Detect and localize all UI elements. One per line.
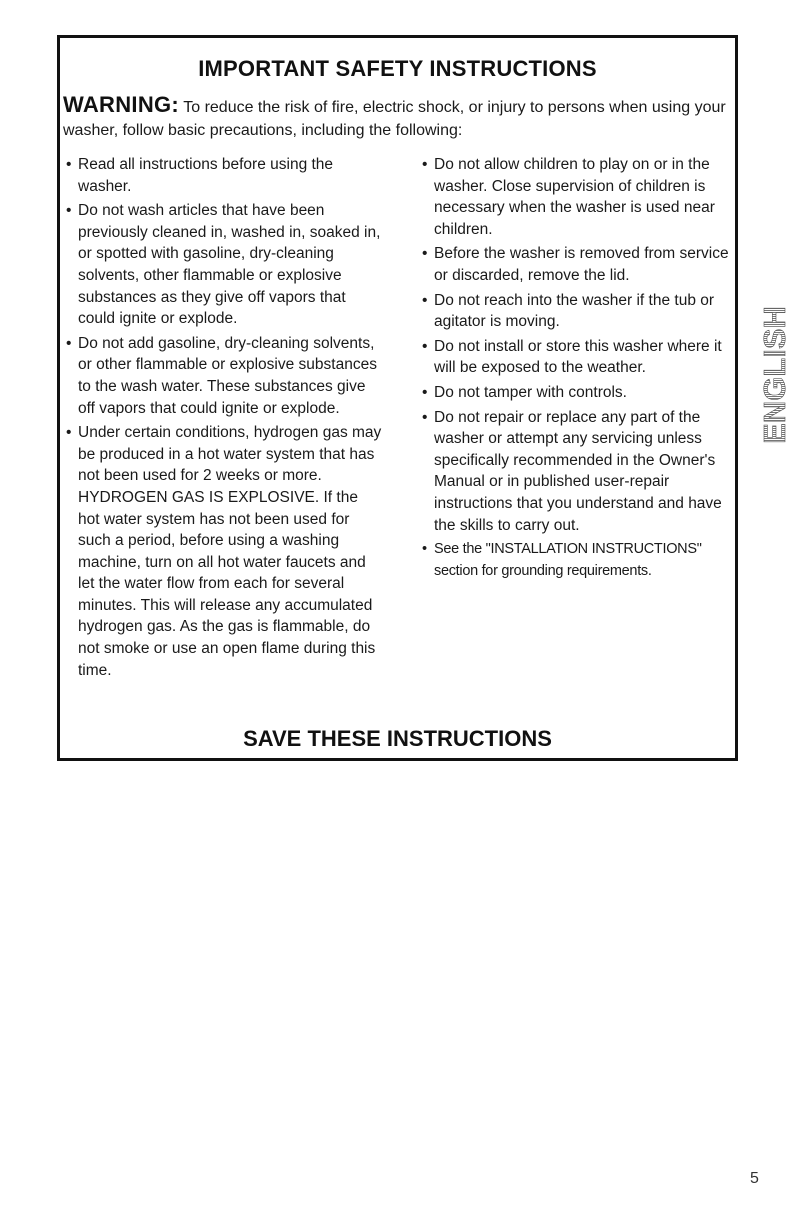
list-item: • Read all instructions before using the washer. — [63, 154, 383, 197]
list-item: • Do not wash articles that have been previously cleaned in, washed in, soaked in, or spotted with gasoline, dry-cleaning solvents, other flammable or explosive substances as they give off vapors that could ignite or explode. — [63, 200, 383, 330]
left-column — [63, 154, 383, 684]
page-number: 5 — [750, 1170, 759, 1187]
list-item: • See the "INSTALLATION INSTRUCTIONS" section for grounding requirements. — [419, 539, 741, 582]
list-item: • Before the washer is removed from service or discarded, remove the lid. — [419, 243, 741, 286]
page-title: IMPORTANT SAFETY INSTRUCTIONS — [198, 56, 597, 81]
warning-text: To reduce the risk of fire, electric shock, or injury to persons when using your washer, follow basic precautions, including the following: — [63, 99, 726, 139]
safety-instructions-box — [57, 35, 738, 761]
list-item: • Do not repair or replace any part of the washer or attempt any servicing unless specifically recommended in the Owner's Manual or in published user-repair instructions that you understand and have the skills to carry out. — [419, 407, 741, 537]
side-tab-label: ENGLISH — [757, 306, 792, 444]
list-item: • Under certain conditions, hydrogen gas may be produced in a hot water system that has not been used for 2 weeks or more. HYDROGEN GAS IS EXPLOSIVE. If the hot water system has not been used for such a period, before using a washing machine, turn on all hot water faucets and let the water flow from each for several minutes. This will release any accumulated hydrogen gas. As the gas is flammable, do not smoke or use an open flame during this time. — [63, 422, 383, 681]
list-item: • Do not tamper with controls. — [419, 382, 741, 404]
save-instructions-heading: SAVE THESE INSTRUCTIONS — [243, 726, 552, 751]
warning-label: WARNING: — [63, 92, 180, 117]
list-item: • Do not add gasoline, dry-cleaning solvents, or other flammable or explosive substances to the wash water. These substances give off vapors that could ignite or explode. — [63, 333, 383, 419]
language-side-tab — [757, 282, 793, 468]
list-item: • Do not reach into the washer if the tub or agitator is moving. — [419, 290, 741, 333]
list-item: • Do not allow children to play on or in the washer. Close supervision of children is necessary when the washer is used near children. — [419, 154, 741, 240]
list-item: • Do not install or store this washer where it will be exposed to the weather. — [419, 336, 741, 379]
right-column — [419, 154, 741, 585]
warning-paragraph — [63, 93, 731, 142]
